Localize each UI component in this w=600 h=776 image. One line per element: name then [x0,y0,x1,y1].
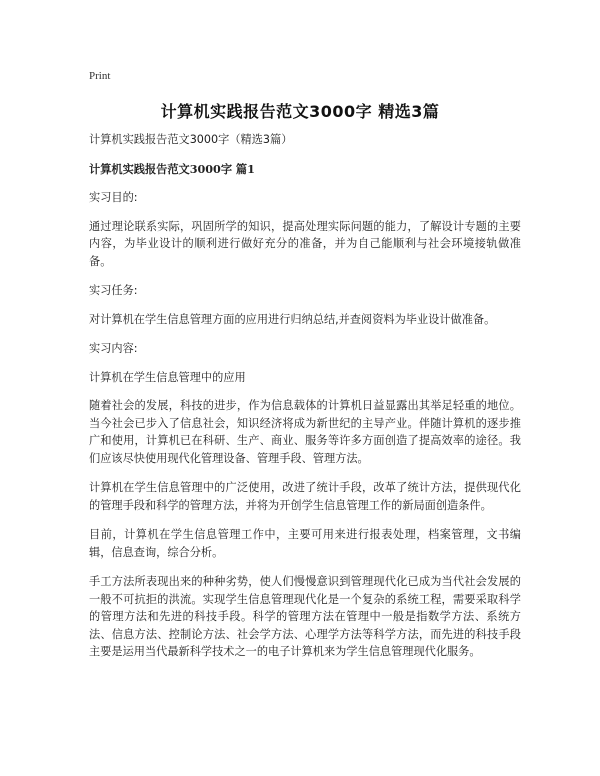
body-paragraph-2: 计算机在学生信息管理中的广泛使用，改进了统计手段，改革了统计方法，提供现代化的管理手段和科学的管理方法，并将为开创学生信息管理工作的新局面创造条件。 [89,481,521,512]
task-paragraph: 对计算机在学生信息管理方面的应用进行归纳总结,并查阅资料为毕业设计做准备。 [89,312,496,326]
task-label: 实习任务: [89,284,138,297]
content-topic: 计算机在学生信息管理中的应用 [89,370,246,384]
document-body [89,131,521,673]
purpose-paragraph: 通过理论联系实际，巩固所学的知识，提高处理实际问题的能力，了解设计专题的主要内容，为毕业设计的顺利进行做好充分的准备，并为自己能顺利与社会环境接轨做准备。 [89,219,521,268]
section-heading: 计算机实践报告范文3000字 篇1 [89,161,255,176]
body-paragraph-1: 随着社会的发展，科技的进步，作为信息载体的计算机日益显露出其举足轻重的地位。当今社会已步入了信息社会，知识经济将成为新世纪的主导产业。伴随计算机的逐步推广和使用，计算机已在科研、生产、商业、服务等许多方面创造了提高效率的途径。我们应该尽快使用现代化管理设备、管理手段、管理方法。 [89,399,521,465]
purpose-label: 实习目的: [89,191,138,204]
content-label: 实习内容: [89,342,138,355]
document-subtitle: 计算机实践报告范文3000字（精选3篇） [89,133,293,146]
print-label: Print [89,70,111,82]
body-paragraph-4: 手工方法所表现出来的种种劣势，使人们慢慢意识到管理现代化已成为当代社会发展的一般不可抗拒的洪流。实现学生信息管理现代化是一个复杂的系统工程，需要采取科学的管理方法和先进的科技手段。科学的管理方法在管理中一般是指数学方法、系统方法、信息方法、控制论方法、社会学方法、心理学方法等科学方法，而先进的科技手段主要是运用当代最新科学技术之一的电子计算机来为学生信息管理现代化服务。 [89,575,521,658]
page-title: 计算机实践报告范文3000字 精选3篇 [160,102,440,121]
body-paragraph-3: 目前，计算机在学生信息管理工作中，主要可用来进行报表处理，档案管理，文书编辑，信息查询，综合分析。 [89,528,521,559]
